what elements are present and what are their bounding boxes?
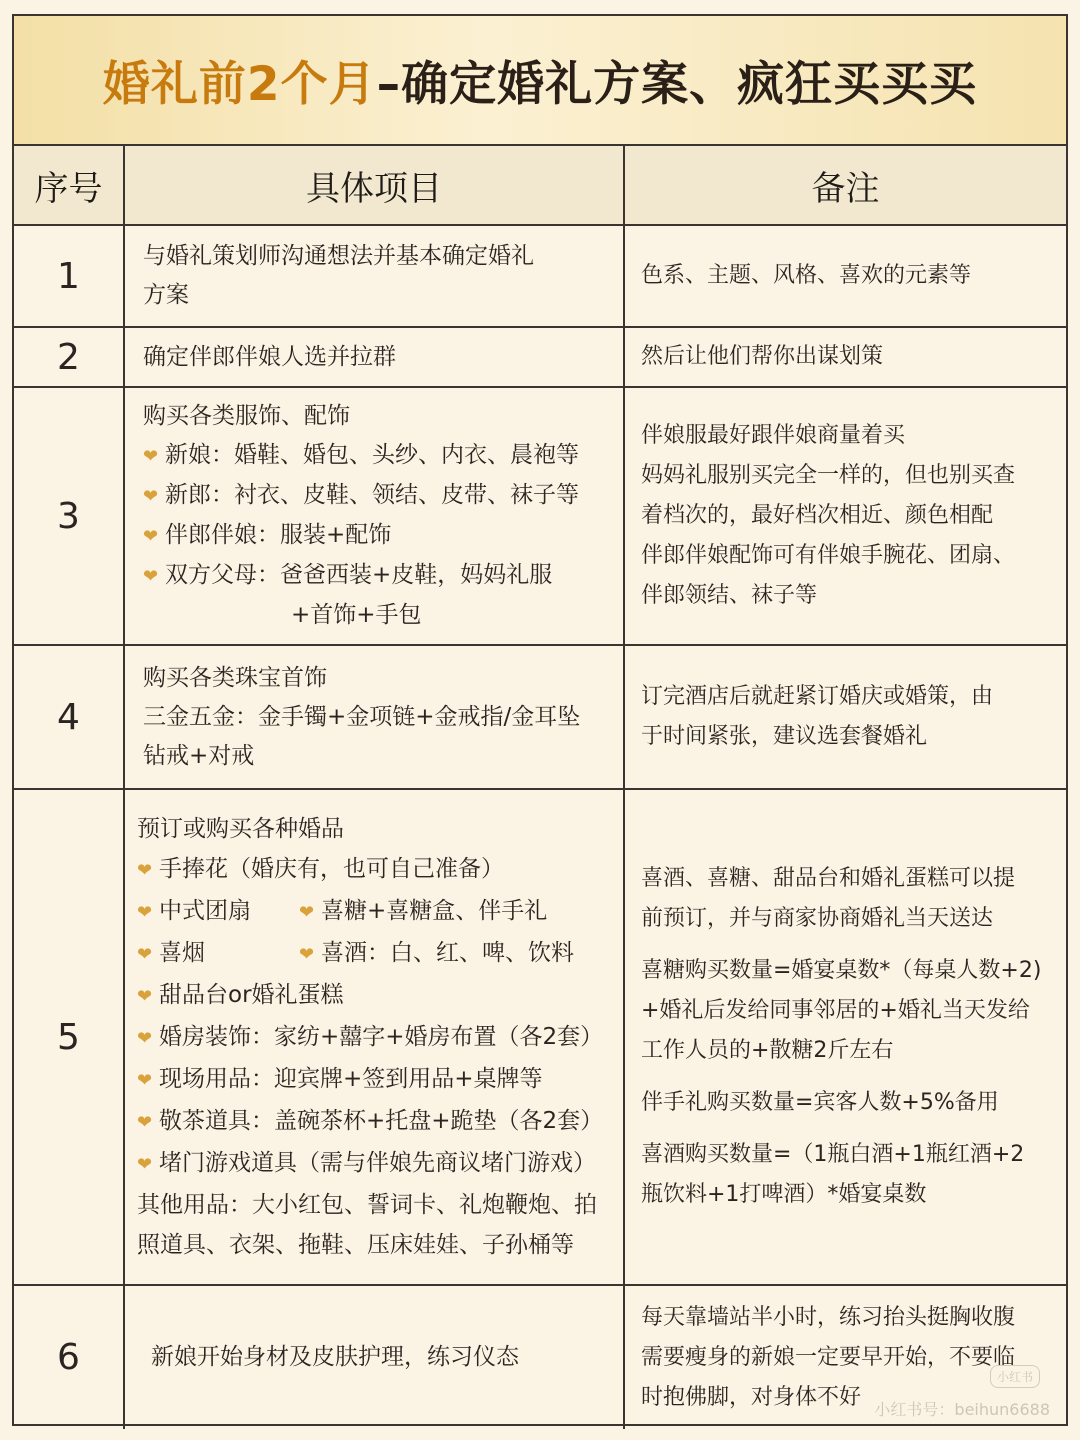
item-line: 钻戒+对戒 xyxy=(143,742,255,769)
note-line: 伴郎领结、袜子等 xyxy=(641,583,818,608)
title-highlight: 婚礼前2个月 xyxy=(102,56,377,112)
note-line: 前预订，并与商家协商婚礼当天送达 xyxy=(641,906,994,931)
item-line: ❤ 敬茶道具：盖碗茶杯+托盘+跪垫（各2套） xyxy=(137,1101,609,1143)
row-number: 1 xyxy=(14,225,124,327)
heart-icon: ❤ xyxy=(137,1154,153,1175)
note-line: 喜糖购买数量=婚宴桌数*（每桌人数+2) xyxy=(641,958,1042,983)
item-line: ❤ 甜品台or婚礼蛋糕 xyxy=(137,975,609,1017)
table-row xyxy=(14,789,1066,1285)
row-number: 2 xyxy=(14,327,124,387)
note-line: 妈妈礼服别买完全一样的，但也别买查 xyxy=(641,463,1016,488)
item-line: 其他用品：大小红包、誓词卡、礼炮鞭炮、拍 xyxy=(137,1192,597,1218)
heart-icon: ❤ xyxy=(299,944,315,965)
heart-icon: ❤ xyxy=(137,986,153,1007)
table-row xyxy=(14,387,1066,645)
item-line: ❤ 新郎：衬衣、皮鞋、领结、皮带、袜子等 xyxy=(143,476,609,516)
row-note xyxy=(624,789,1066,1285)
item-line: 新娘开始身材及皮肤护理，练习仪态 xyxy=(151,1344,519,1370)
heart-icon: ❤ xyxy=(143,486,159,507)
note-line: 工作人员的+散糖2斤左右 xyxy=(641,1038,894,1063)
item-title: 购买各类服饰、配饰 xyxy=(143,403,350,429)
row-number: 5 xyxy=(14,789,124,1285)
row-note xyxy=(624,225,1066,327)
header-note: 备注 xyxy=(624,145,1066,225)
note-line: 每天靠墙站半小时，练习抬头挺胸收腹 xyxy=(641,1304,1016,1330)
heart-icon: ❤ xyxy=(137,1070,153,1091)
row-item xyxy=(124,789,624,1285)
item-line: 确定伴郎伴娘人选并拉群 xyxy=(143,343,396,370)
heart-icon: ❤ xyxy=(137,944,153,965)
header-item: 具体项目 xyxy=(124,145,624,225)
item-line: 购买各类珠宝首饰 xyxy=(143,664,327,691)
table-row xyxy=(14,327,1066,387)
note-line: 瓶饮料+1打啤酒）*婚宴桌数 xyxy=(641,1182,927,1207)
item-line: ❤ 双方父母：爸爸西装+皮鞋，妈妈礼服 xyxy=(143,556,609,596)
page-title xyxy=(103,47,977,114)
item-line: 方案 xyxy=(143,282,189,308)
note-line: 色系、主题、风格、喜欢的元素等 xyxy=(641,263,972,288)
note-line: 于时间紧张，建议选套餐婚礼 xyxy=(641,724,928,749)
title-bar xyxy=(14,16,1066,146)
row-note xyxy=(624,327,1066,387)
item-line: ❤ 手捧花（婚庆有，也可自己准备） xyxy=(137,849,609,891)
heart-icon: ❤ xyxy=(143,566,159,587)
heart-icon: ❤ xyxy=(137,860,153,881)
item-line: +首饰+手包 xyxy=(291,602,422,628)
note-line: 伴手礼购买数量=宾客人数+5%备用 xyxy=(641,1090,999,1115)
note-line: 伴郎伴娘配饰可有伴娘手腕花、团扇、 xyxy=(641,543,1016,568)
heart-icon: ❤ xyxy=(137,902,153,923)
note-line: 然后让他们帮你出谋划策 xyxy=(641,344,884,369)
heart-icon: ❤ xyxy=(137,1028,153,1049)
table-header-row xyxy=(14,145,1066,225)
note-line: +婚礼后发给同事邻居的+婚礼当天发给 xyxy=(641,998,1030,1023)
item-line: ❤ 伴郎伴娘：服装+配饰 xyxy=(143,516,609,556)
heart-icon: ❤ xyxy=(143,526,159,547)
item-line: ❤ 堵门游戏道具（需与伴娘先商议堵门游戏） xyxy=(137,1143,609,1185)
item-line: 照道具、衣架、拖鞋、压床娃娃、子孙桶等 xyxy=(137,1232,574,1258)
title-rest: –确定婚礼方案、疯狂买买买 xyxy=(376,56,978,112)
item-title: 预订或购买各种婚品 xyxy=(137,816,344,842)
item-line: ❤ 中式团扇 ❤ 喜糖+喜糖盒、伴手礼 xyxy=(137,891,609,933)
note-line: 着档次的，最好档次相近、颜色相配 xyxy=(641,503,994,528)
note-line: 喜酒购买数量=（1瓶白酒+1瓶红酒+2 xyxy=(641,1142,1025,1167)
item-line: ❤ 婚房装饰：家纺+囍字+婚房布置（各2套） xyxy=(137,1017,609,1059)
item-line: 三金五金：金手镯+金项链+金戒指/金耳坠 xyxy=(143,703,581,730)
table-row xyxy=(14,645,1066,789)
note-line: 时抱佛脚，对身体不好 xyxy=(641,1384,862,1410)
row-number: 3 xyxy=(14,387,124,645)
header-no: 序号 xyxy=(14,145,124,225)
row-note xyxy=(624,645,1066,789)
item-line: 与婚礼策划师沟通想法并基本确定婚礼 xyxy=(143,243,534,269)
note-line: 伴娘服最好跟伴娘商量着买 xyxy=(641,423,906,448)
row-item xyxy=(124,225,624,327)
row-number: 6 xyxy=(14,1285,124,1429)
row-item xyxy=(124,1285,624,1429)
item-line: ❤ 喜烟 ❤ 喜酒：白、红、啤、饮料 xyxy=(137,933,609,975)
table-row xyxy=(14,225,1066,327)
watermark-logo: 小红书 xyxy=(990,1365,1040,1388)
heart-icon: ❤ xyxy=(137,1112,153,1133)
wedding-checklist-sheet xyxy=(12,14,1068,1426)
note-line: 订完酒店后就赶紧订婚庆或婚策，由 xyxy=(641,684,994,709)
note-line: 喜酒、喜糖、甜品台和婚礼蛋糕可以提 xyxy=(641,866,1016,891)
heart-icon: ❤ xyxy=(143,446,159,467)
heart-icon: ❤ xyxy=(299,902,315,923)
row-note xyxy=(624,387,1066,645)
checklist-table xyxy=(14,144,1066,1429)
row-number: 4 xyxy=(14,645,124,789)
note-line: 需要瘦身的新娘一定要早开始，不要临 xyxy=(641,1344,1016,1370)
row-item xyxy=(124,645,624,789)
item-line: ❤ 新娘：婚鞋、婚包、头纱、内衣、晨袍等 xyxy=(143,436,609,476)
row-item xyxy=(124,327,624,387)
item-line: ❤ 现场用品：迎宾牌+签到用品+桌牌等 xyxy=(137,1059,609,1101)
watermark-text: 小红书号：beihun6688 xyxy=(874,1400,1050,1419)
row-item xyxy=(124,387,624,645)
